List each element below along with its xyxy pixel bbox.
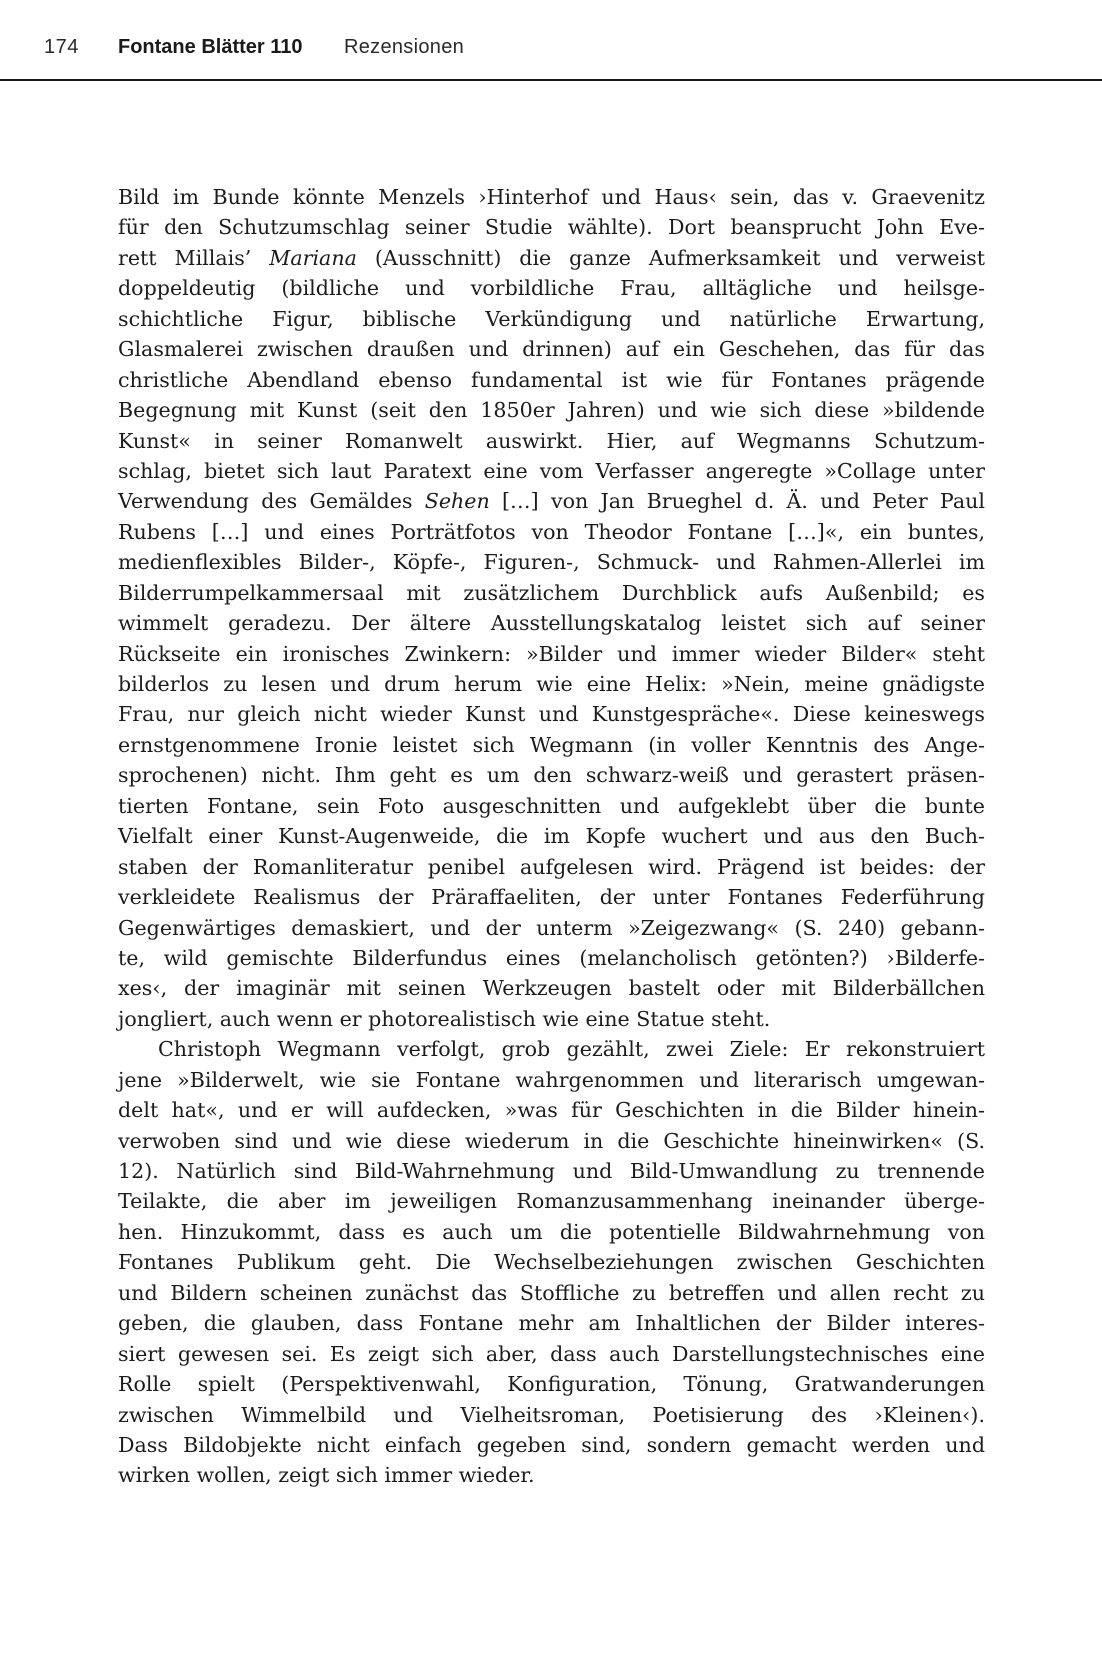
text-line: Gegenwärtiges demaskiert, und der unterm »Zeigezwang« (S. 240) gebann- (118, 915, 985, 940)
text-line: 12). Natürlich sind Bild-Wahrnehmung und Bild-Umwandlung zu trennende (118, 1159, 985, 1183)
section-title: Rezensionen (344, 36, 465, 58)
text-line (118, 243, 985, 273)
running-head (0, 0, 1102, 81)
text-line: verwoben sind und wie diese wiederum in die Geschichte hineinwirken« (S. (118, 1128, 985, 1153)
paragraph-1 (118, 182, 985, 1034)
italic-title-mariana: Mariana (269, 245, 357, 270)
text-run: rett Millais’ (118, 245, 270, 270)
text-line: medienflexibles Bilder-, Köpfe-, Figuren-, Schmuck- und Rahmen-Allerlei im (118, 550, 985, 575)
text-line: hen. Hinzukommt, dass es auch um die potentielle Bildwahrnehmung von (118, 1219, 985, 1244)
text-line: Christoph Wegmann verfolgt, grob gezählt, zwei Ziele: Er rekonstruiert (158, 1037, 985, 1062)
text-line: für den Schutzumschlag seiner Studie wählte). Dort beansprucht John Eve- (118, 215, 985, 240)
text-line: Kunst« in seiner Romanwelt auswirkt. Hier, auf Wegmanns Schutzum- (118, 428, 985, 453)
text-line: Begegnung mit Kunst (seit den 1850er Jahren) und wie sich diese »bildende (118, 398, 985, 423)
text-line: christliche Abendland ebenso fundamental ist wie für Fontanes prägende (118, 367, 985, 392)
italic-title-sehen: Sehen (424, 489, 490, 514)
text-line: Bild im Bunde könnte Menzels ›Hinterhof und Haus‹ sein, das v. Graevenitz (118, 185, 985, 209)
text-run: Verwendung des Gemäldes (118, 489, 425, 514)
text-line: geben, die glauben, dass Fontane mehr am Inhaltlichen der Bilder interes- (118, 1311, 985, 1336)
text-line: bilderlos zu lesen und drum herum wie eine Helix: »Nein, meine gnädigste (118, 672, 985, 696)
page-number: 174 (44, 36, 79, 58)
text-run: (Ausschnitt) die ganze Aufmerksamkeit und verweist (356, 245, 986, 270)
text-line: Rückseite ein ironisches Zwinkern: »Bilder und immer wieder Bilder« steht (118, 641, 985, 666)
text-line: jongliert, auch wenn er photorealistisch wie eine Statue steht. (118, 1006, 771, 1031)
text-line: jene »Bilderwelt, wie sie Fontane wahrgenommen und literarisch umgewan- (118, 1067, 985, 1092)
text-line: delt hat«, und er will aufdecken, »was für Geschichten in die Bilder hinein- (118, 1098, 985, 1123)
text-line: schichtliche Figur, biblische Verkündigung und natürliche Erwartung, (118, 306, 985, 331)
text-line: zwischen Wimmelbild und Vielheitsroman, Poetisierung des ›Kleinen‹). (118, 1402, 985, 1427)
text-line: staben der Romanliteratur penibel aufgelesen wird. Prägend ist beides: der (118, 854, 985, 879)
text-line: schlag, bietet sich laut Paratext eine vom Verfasser angeregte »Collage unter (118, 458, 985, 483)
text-line: ernstgenommene Ironie leistet sich Wegmann (in voller Kenntnis des Ange- (118, 732, 985, 757)
text-line: verkleidete Realismus der Präraffaeliten, der unter Fontanes Federführung (118, 885, 985, 910)
text-line: Teilakte, die aber im jeweiligen Romanzusammenhang ineinander überge- (118, 1189, 985, 1214)
text-run: […] von Jan Brueghel d. Ä. und Peter Paul (489, 489, 985, 514)
text-line: Frau, nur gleich nicht wieder Kunst und Kunstgespräche«. Diese keineswegs (118, 702, 985, 727)
text-line: Rubens […] und eines Porträtfotos von Theodor Fontane […]«, ein buntes, (118, 519, 985, 544)
text-line: Vielfalt einer Kunst-Augenweide, die im Kopfe wuchert und aus den Buch- (118, 824, 985, 849)
text-line: Fontanes Publikum geht. Die Wechselbeziehungen zwischen Geschichten (118, 1250, 985, 1275)
text-line (118, 486, 985, 516)
text-line: Dass Bildobjekte nicht einfach gegeben sind, sondern gemacht werden und (118, 1432, 985, 1457)
text-line: wirken wollen, zeigt sich immer wieder. (118, 1463, 535, 1488)
text-line: Bilderrumpelkammersaal mit zusätzlichem Durchblick aufs Außenbild; es (118, 580, 985, 605)
paragraph-2 (118, 1034, 985, 1491)
text-line: siert gewesen sei. Es zeigt sich aber, dass auch Darstellungstechnisches eine (118, 1341, 985, 1366)
text-line: und Bildern scheinen zunächst das Stoffliche zu betreffen und allen recht zu (118, 1280, 985, 1305)
text-line: te, wild gemischte Bilderfundus eines (melancholisch getönten?) ›Bilderfe- (118, 945, 985, 970)
text-line: wimmelt geradezu. Der ältere Ausstellungskatalog leistet sich auf seiner (118, 611, 985, 636)
body-text (118, 182, 985, 1491)
text-line: doppeldeutig (bildliche und vorbildliche Frau, alltägliche und heilsge- (118, 276, 985, 301)
journal-title: Fontane Blätter 110 (118, 36, 303, 58)
text-line: Rolle spielt (Perspektivenwahl, Konfiguration, Tönung, Gratwanderungen (118, 1372, 985, 1397)
text-line: Glasmalerei zwischen draußen und drinnen) auf ein Geschehen, das für das (118, 337, 985, 362)
text-line: xes‹, der imaginär mit seinen Werkzeugen bastelt oder mit Bilderbällchen (118, 976, 985, 1001)
text-line: sprochenen) nicht. Ihm geht es um den schwarz-weiß und gerastert präsen- (118, 763, 985, 788)
text-line: tierten Fontane, sein Foto ausgeschnitten und aufgeklebt über die bunte (118, 793, 985, 818)
